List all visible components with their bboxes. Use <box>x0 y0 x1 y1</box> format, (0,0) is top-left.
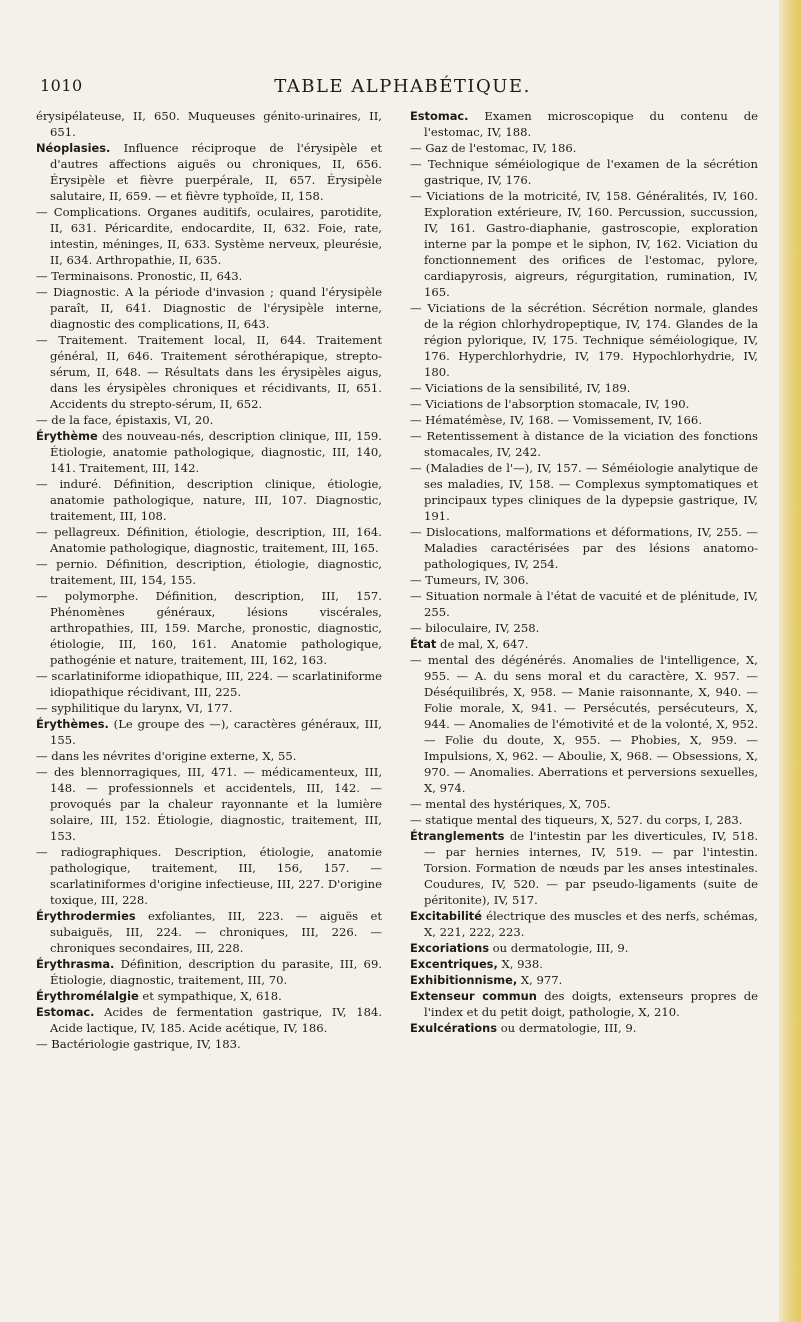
index-entry <box>36 844 382 908</box>
index-entry-text: X, 938. <box>501 957 543 971</box>
index-entry-heading: Érythème <box>36 429 98 443</box>
index-entry <box>36 428 382 476</box>
index-entry-heading: Érythèmes. <box>36 717 109 731</box>
index-entry <box>36 476 382 524</box>
index-entry-text: des doigts, extenseurs propres de l'index et du petit doigt, pathologie, X, 210. <box>424 989 758 1019</box>
index-entry-text: — Viciations de la sécrétion. Sécrétion normale, glandes de la région chlorhydropeptique, IV, 174. Glandes de la région pylorique, IV, 175. Technique séméiologique, IV, 176. Hyperchlorhydrie, IV, 179. Hypochlorhydrie, IV, 180. <box>410 301 758 379</box>
index-entry <box>410 396 758 412</box>
index-entry-text: — Dislocations, malformations et déformations, IV, 255. — Maladies caractérisées par des lésions anatomo-pathologiques, IV, 254. <box>410 525 758 571</box>
index-entry <box>410 412 758 428</box>
index-entry <box>410 956 758 972</box>
index-entry <box>410 972 758 988</box>
index-entry <box>410 828 758 908</box>
index-entry-text: — de la face, épistaxis, VI, 20. <box>36 413 214 427</box>
index-entry <box>410 524 758 572</box>
index-entry-heading: Excentriques, <box>410 957 498 971</box>
index-entry <box>410 796 758 812</box>
index-entry-text: de mal, X, 647. <box>440 637 529 651</box>
index-entry <box>410 908 758 940</box>
index-entry <box>36 668 382 700</box>
index-entry <box>410 812 758 828</box>
index-entry-heading: État <box>410 637 437 651</box>
index-entry-text: (Le groupe des —), caractères généraux, III, 155. <box>50 717 382 747</box>
index-entry <box>36 204 382 268</box>
index-entry <box>410 188 758 300</box>
index-entry-text: — statique mental des tiqueurs, X, 527. du corps, I, 283. <box>410 813 743 827</box>
index-entry <box>36 108 382 140</box>
index-entry-text: érysipélateuse, II, 650. Muqueuses génito-urinaires, II, 651. <box>36 109 382 139</box>
index-entry-text: ou dermatologie, III, 9. <box>500 1021 637 1035</box>
index-entry <box>36 140 382 204</box>
index-entry-text: — scarlatiniforme idiopathique, III, 224. — scarlatiniforme idiopathique récidivant, III, 225. <box>36 669 382 699</box>
index-entry-heading: Excoriations <box>410 941 489 955</box>
index-entry-text: électrique des muscles et des nerfs, schémas, X, 221, 222, 223. <box>424 909 758 939</box>
index-entry-text: X, 977. <box>520 973 563 987</box>
index-entry <box>36 988 382 1004</box>
index-entry-text: — mental des dégénérés. Anomalies de l'intelligence, X, 955. — A. du sens moral et du caractère, X. 957. — Déséquilibrés, X, 958. — Manie raisonnante, X, 940. — Folie morale, X, 941. — Persécutés, persécuteurs, X, 944. — Anomalies de l'émotivité et de la volonté, X, 952. — Folie du doute, X, 955. — Phobies, X, 959. — Impulsions, X, 962. — Aboulie, X, 968. — Obsessions, X, 970. — Anomalies. Aberrations et perversions sexuelles, X, 974. <box>410 653 758 795</box>
index-entry-heading: Érythromélalgie <box>36 989 139 1003</box>
index-entry-text: — polymorphe. Définition, description, III, 157. Phénomènes généraux, lésions viscérales, arthropathies, III, 159. Marche, pronostic, diagnostic, étiologie, III, 160, 161. Anatomie pathologique, pathogénie et nature, traitement, III, 162, 163. <box>36 589 382 667</box>
page-header <box>40 76 765 102</box>
index-entry-text: — Viciations de la motricité, IV, 158. Généralités, IV, 160. Exploration extérieure, IV, 160. Percussion, succussion, IV, 161. Gastro-diaphanie, gastroscopie, exploration interne par la pompe et le siphon, IV, 162. Viciation du fonctionnement des orifices de l'estomac, pylore, cardiapyrosis, aigreurs, régurgitation, rumination, IV, 165. <box>410 189 758 299</box>
index-entry-text: Définition, description du parasite, III, 69. Étiologie, diagnostic, traitement, III, 70. <box>50 957 382 987</box>
index-entry-text: ou dermatologie, III, 9. <box>492 941 629 955</box>
index-entry-text: — pellagreux. Définition, étiologie, description, III, 164. Anatomie pathologique, diagnostic, traitement, III, 165. <box>36 525 382 555</box>
index-entry <box>36 1004 382 1036</box>
index-entry <box>36 284 382 332</box>
index-entry <box>410 108 758 140</box>
index-entry-heading: Exulcérations <box>410 1021 497 1035</box>
running-title: TABLE ALPHABÉTIQUE. <box>274 76 531 97</box>
index-entry <box>410 620 758 636</box>
index-entry-text: — des blennorragiques, III, 471. — médicamenteux, III, 148. — professionnels et accidentels, III, 142. — provoqués par la chaleur rayonnante et la lumière solaire, III, 152. Étiologie, diagnostic, traitement, III, 153. <box>36 765 382 843</box>
index-entry <box>410 380 758 396</box>
index-entry <box>410 460 758 524</box>
index-entry <box>36 956 382 988</box>
index-entry <box>410 988 758 1020</box>
index-entry <box>36 716 382 748</box>
index-entry-heading: Étranglements <box>410 829 505 843</box>
index-column-right <box>410 108 758 1036</box>
index-entry-heading: Néoplasies. <box>36 141 111 155</box>
index-entry <box>410 652 758 796</box>
index-entry-text: Examen microscopique du contenu de l'estomac, IV, 188. <box>424 109 759 139</box>
index-entry <box>36 700 382 716</box>
index-entry <box>410 300 758 380</box>
index-entry-text: des nouveau-nés, description clinique, III, 159. Étiologie, anatomie pathologique, diagnostic, III, 140, 141. Traitement, III, 142. <box>50 429 382 475</box>
index-entry-text: — Tumeurs, IV, 306. <box>410 573 529 587</box>
index-entry <box>36 268 382 284</box>
index-entry <box>36 412 382 428</box>
index-entry <box>36 332 382 412</box>
index-entry-text: — Retentissement à distance de la viciation des fonctions stomacales, IV, 242. <box>410 429 758 459</box>
index-entry-text: — Diagnostic. A la période d'invasion ; quand l'érysipèle paraît, II, 641. Diagnostic de l'érysipèle interne, diagnostic des complications, II, 643. <box>36 285 382 331</box>
index-entry-text: — dans les névrites d'origine externe, X, 55. <box>36 749 297 763</box>
index-entry-text: et sympathique, X, 618. <box>142 989 282 1003</box>
index-entry <box>36 524 382 556</box>
index-entry-text: — biloculaire, IV, 258. <box>410 621 540 635</box>
index-entry <box>410 572 758 588</box>
index-entry-heading: Érythrodermies <box>36 909 136 923</box>
index-entry <box>36 748 382 764</box>
index-entry <box>410 1020 758 1036</box>
index-entry <box>410 636 758 652</box>
index-entry-text: — Hématémèse, IV, 168. — Vomissement, IV, 166. <box>410 413 702 427</box>
index-entry-text: — mental des hystériques, X, 705. <box>410 797 611 811</box>
index-entry-text: de l'intestin par les diverticules, IV, 518. — par hernies internes, IV, 519. — par l'intestin. Torsion. Formation de nœuds par les anses intestinales. Coudures, IV, 520. — par pseudo-ligaments (suite de péritonite), IV, 517. <box>424 829 759 907</box>
index-entry <box>410 428 758 460</box>
index-entry-text: — induré. Définition, description clinique, étiologie, anatomie pathologique, nature, III, 107. Diagnostic, traitement, III, 108. <box>36 477 382 523</box>
index-entry-heading: Érythrasma. <box>36 957 115 971</box>
index-entry-text: Influence réciproque de l'érysipèle et d'autres affections aiguës ou chroniques, II, 656. Érysipèle et fièvre puerpérale, II, 657. Érysipèle salutaire, II, 659. — et fièvre typhoïde, II, 158. <box>50 141 382 203</box>
index-entry-text: — radiographiques. Description, étiologie, anatomie pathologique, traitement, III, 156, 157. — scarlatiniformes d'origine infectieuse, III, 227. D'origine toxique, III, 228. <box>36 845 382 907</box>
index-entry-text: Acides de fermentation gastrique, IV, 184. Acide lactique, IV, 185. Acide acétique, IV, 186. <box>50 1005 383 1035</box>
index-entry-text: — Viciations de la sensibilité, IV, 189. <box>410 381 631 395</box>
index-entry <box>410 588 758 620</box>
index-entry <box>36 908 382 956</box>
index-entry <box>36 556 382 588</box>
index-entry <box>36 588 382 668</box>
index-entry-text: — Bactériologie gastrique, IV, 183. <box>36 1037 241 1051</box>
index-entry <box>36 764 382 844</box>
index-entry <box>410 940 758 956</box>
index-entry-text: — Traitement. Traitement local, II, 644. Traitement général, II, 646. Traitement sérothérapique, strepto-sérum, II, 648. — Résultats dans les érysipèles aigus, dans les érysipèles chroniques et récidivants, II, 651. Accidents du strepto-sérum, II, 652. <box>36 333 382 411</box>
page-edge <box>779 0 801 1322</box>
index-entry-heading: Estomac. <box>36 1005 95 1019</box>
index-entry-text: — Situation normale à l'état de vacuité et de plénitude, IV, 255. <box>410 589 758 619</box>
index-entry-text: — syphilitique du larynx, VI, 177. <box>36 701 233 715</box>
index-entry-text: — (Maladies de l'—), IV, 157. — Séméiologie analytique de ses maladies, IV, 158. — Complexus symptomatiques et principaux types cliniques de la dypepsie gastrique, IV, 191. <box>410 461 758 523</box>
index-entry-text: — Technique séméiologique de l'examen de la sécrétion gastrique, IV, 176. <box>410 157 758 187</box>
index-entry-text: — Gaz de l'estomac, IV, 186. <box>410 141 577 155</box>
index-entry <box>410 156 758 188</box>
index-entry-text: exfoliantes, III, 223. — aiguës et subaiguës, III, 224. — chroniques, III, 226. — chroniques secondaires, III, 228. <box>50 909 382 955</box>
index-entry <box>410 140 758 156</box>
index-entry-heading: Excitabilité <box>410 909 482 923</box>
index-entry-heading: Extenseur commun <box>410 989 537 1003</box>
index-entry-text: — Complications. Organes auditifs, oculaires, parotidite, II, 631. Péricardite, endocardite, II, 632. Foie, rate, intestin, méninges, II, 633. Système nerveux, pleurésie, II, 634. Arthropathie, II, 635. <box>36 205 382 267</box>
index-entry-text: — Viciations de l'absorption stomacale, IV, 190. <box>410 397 690 411</box>
index-column-left <box>36 108 382 1052</box>
page-number: 1010 <box>40 76 83 95</box>
index-entry-text: — Terminaisons. Pronostic, II, 643. <box>36 269 243 283</box>
index-entry-heading: Exhibitionnisme, <box>410 973 518 987</box>
index-entry-heading: Estomac. <box>410 109 469 123</box>
index-entry <box>36 1036 382 1052</box>
index-entry-text: — pernio. Définition, description, étiologie, diagnostic, traitement, III, 154, 155. <box>36 557 382 587</box>
